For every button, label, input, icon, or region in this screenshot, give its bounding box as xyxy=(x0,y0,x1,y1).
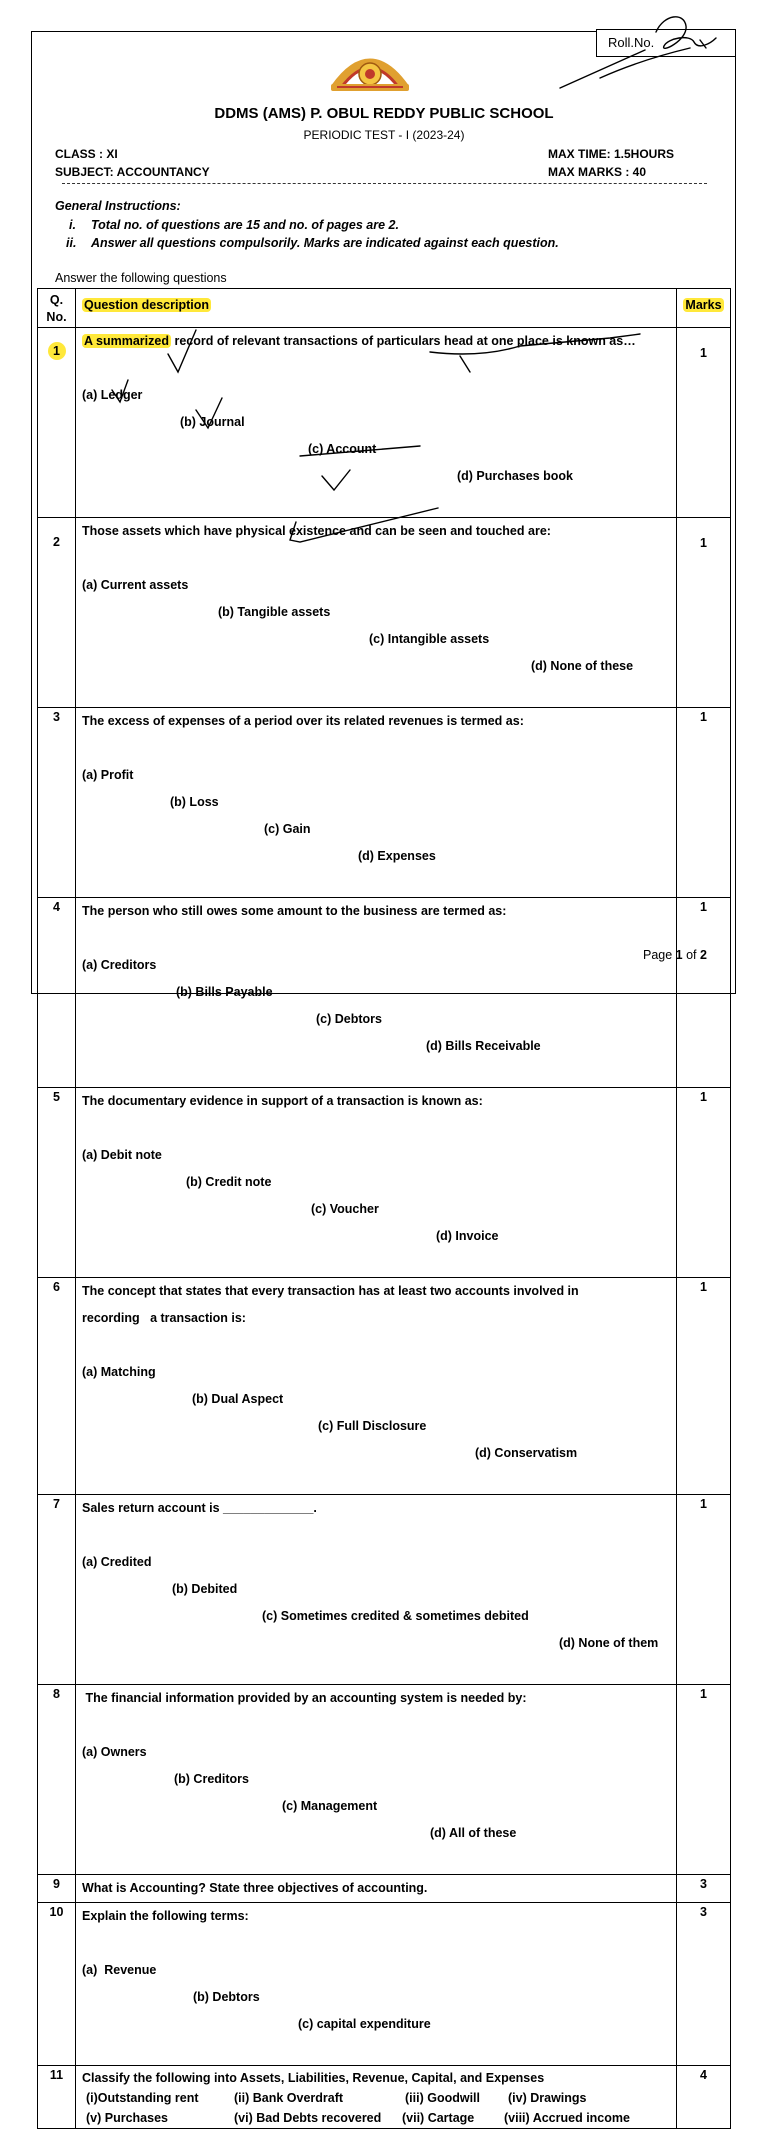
header-description-label: Question description xyxy=(84,298,210,312)
option-a: (a) Matching xyxy=(82,1365,156,1379)
option-a: (a) Owners xyxy=(82,1745,147,1759)
question-number: 6 xyxy=(38,1278,76,1495)
max-time: MAX TIME: 1.5HOURS xyxy=(548,147,675,161)
class-label: CLASS : XI xyxy=(55,147,118,161)
option-b: (b) Creditors xyxy=(174,1772,249,1786)
table-row xyxy=(38,1685,731,1875)
question-text: Explain the following terms: xyxy=(82,1909,249,1923)
header-qno: Q. No. xyxy=(38,289,76,328)
page-of: of xyxy=(682,948,700,962)
question-number: 9 xyxy=(38,1875,76,1903)
instruction-number: ii. xyxy=(66,236,77,250)
option-3: (iii) Goodwill xyxy=(405,2091,480,2105)
question-description xyxy=(76,1495,677,1685)
table-row xyxy=(38,518,731,708)
option-b: (b) Loss xyxy=(170,795,219,809)
question-marks: 1 xyxy=(677,1685,731,1875)
question-text: record of relevant transactions of particulars head at one place is known as… xyxy=(170,334,636,348)
option-b: (b) Debited xyxy=(172,1582,238,1596)
option-a: (a) Debit note xyxy=(82,1148,162,1162)
question-text: What is Accounting? State three objectives of accounting. xyxy=(82,1881,428,1895)
table-row xyxy=(38,1875,731,1903)
page-label: Page xyxy=(643,948,676,962)
test-name: PERIODIC TEST - I (2023-24) xyxy=(303,128,465,142)
option-a: (a) Revenue xyxy=(82,1963,157,1977)
instruction-text: Total no. of questions are 15 and no. of pages are 2. xyxy=(91,218,399,232)
question-marks: 3 xyxy=(677,1875,731,1903)
option-c: (c) Debtors xyxy=(316,1012,382,1026)
option-b: (b) Dual Aspect xyxy=(192,1392,284,1406)
question-number: 4 xyxy=(38,898,76,1088)
option-c: (c) Management xyxy=(282,1799,378,1813)
option-7: (vii) Cartage xyxy=(402,2111,475,2125)
option-c: (c) Intangible assets xyxy=(369,632,490,646)
option-b: (b) Journal xyxy=(180,415,245,429)
max-marks: MAX MARKS : 40 xyxy=(548,165,647,179)
option-2: (ii) Bank Overdraft xyxy=(234,2091,344,2105)
question-number: 8 xyxy=(38,1685,76,1875)
header-marks xyxy=(677,289,731,328)
question-description xyxy=(76,1903,677,2066)
page-number xyxy=(643,948,707,962)
question-description xyxy=(76,708,677,898)
subject-label: SUBJECT: ACCOUNTANCY xyxy=(55,165,210,179)
instruction-text: Answer all questions compulsorily. Marks are indicated against each question. xyxy=(91,236,559,250)
question-text: The documentary evidence in support of a transaction is known as: xyxy=(82,1094,483,1108)
question-text: Sales return account is _____________. xyxy=(82,1501,317,1515)
question-number: 2 xyxy=(38,518,76,708)
question-description xyxy=(76,1278,677,1495)
question-number: 11 xyxy=(38,2066,76,2129)
option-c: (c) Account xyxy=(308,442,377,456)
question-text: The person who still owes some amount to the business are termed as: xyxy=(82,904,507,918)
option-d: (d) Conservatism xyxy=(475,1446,578,1460)
question-description xyxy=(76,2066,677,2129)
option-b: (b) Credit note xyxy=(186,1175,272,1189)
option-d: (d) All of these xyxy=(430,1826,517,1840)
question-marks: 1 xyxy=(677,328,731,518)
table-row xyxy=(38,1088,731,1278)
question-description xyxy=(76,898,677,1088)
question-description xyxy=(76,328,677,518)
question-number xyxy=(38,328,76,518)
option-d: (d) Expenses xyxy=(358,849,436,863)
question-number-value: 1 xyxy=(48,342,66,360)
question-text: Classify the following into Assets, Liabilities, Revenue, Capital, and Expenses xyxy=(82,2071,545,2085)
option-c: (c) Voucher xyxy=(311,1202,379,1216)
option-4: (iv) Drawings xyxy=(508,2091,587,2105)
question-table xyxy=(37,288,731,2129)
question-marks: 3 xyxy=(677,1903,731,2066)
question-description xyxy=(76,518,677,708)
option-d: (d) None of these xyxy=(531,659,634,673)
option-d: (d) Bills Receivable xyxy=(426,1039,541,1053)
question-text: The financial information provided by an accounting system is needed by: xyxy=(82,1691,527,1705)
option-a: (a) Credited xyxy=(82,1555,152,1569)
question-marks: 1 xyxy=(677,1278,731,1495)
question-number: 3 xyxy=(38,708,76,898)
table-row xyxy=(38,2066,731,2129)
option-d: (d) None of them xyxy=(559,1636,659,1650)
question-number: 10 xyxy=(38,1903,76,2066)
option-c: (c) capital expenditure xyxy=(298,2017,431,2031)
question-text: The concept that states that every transaction has at least two accounts involved in xyxy=(82,1284,579,1298)
dashed-divider xyxy=(62,183,707,184)
question-description xyxy=(76,1685,677,1875)
roll-number-label: Roll.No. xyxy=(608,35,655,50)
question-description xyxy=(76,1875,677,1903)
table-row xyxy=(38,708,731,898)
question-description xyxy=(76,1088,677,1278)
page-current: 1 xyxy=(675,948,683,962)
option-b: (b) Tangible assets xyxy=(218,605,331,619)
question-text-continued: recording a transaction is: xyxy=(82,1311,246,1325)
table-row xyxy=(38,328,731,518)
option-8: (viii) Accrued income xyxy=(504,2111,630,2125)
answer-heading: Answer the following questions xyxy=(55,271,227,285)
table-header-row xyxy=(38,289,731,328)
option-6: (vi) Bad Debts recovered xyxy=(234,2111,382,2125)
instructions-title: General Instructions: xyxy=(55,199,181,213)
question-marks: 1 xyxy=(677,518,731,708)
option-c: (c) Sometimes credited & sometimes debited xyxy=(262,1609,529,1623)
table-row xyxy=(38,1495,731,1685)
question-text: The excess of expenses of a period over its related revenues is termed as: xyxy=(82,714,524,728)
instruction-number: i. xyxy=(69,218,76,232)
option-c: (c) Gain xyxy=(264,822,311,836)
option-5: (v) Purchases xyxy=(86,2111,168,2125)
question-marks: 4 xyxy=(677,2066,731,2129)
option-a: (a) Profit xyxy=(82,768,134,782)
table-row xyxy=(38,898,731,1088)
roll-number-box xyxy=(596,29,736,57)
option-1: (i)Outstanding rent xyxy=(86,2091,199,2105)
option-b: (b) Bills Payable xyxy=(176,985,273,999)
option-d: (d) Invoice xyxy=(436,1229,499,1243)
option-a: (a) Creditors xyxy=(82,958,157,972)
option-a: (a) Current assets xyxy=(82,578,189,592)
option-d: (d) Purchases book xyxy=(457,469,573,483)
table-row xyxy=(38,1278,731,1495)
question-number: 5 xyxy=(38,1088,76,1278)
school-name: DDMS (AMS) P. OBUL REDDY PUBLIC SCHOOL xyxy=(214,105,554,122)
question-marks: 1 xyxy=(677,1495,731,1685)
question-text: Those assets which have physical existence and can be seen and touched are: xyxy=(82,524,551,538)
option-b: (b) Debtors xyxy=(193,1990,260,2004)
option-c: (c) Full Disclosure xyxy=(318,1419,427,1433)
highlighted-phrase: A summarized xyxy=(84,334,169,348)
question-marks: 1 xyxy=(677,1088,731,1278)
school-logo xyxy=(327,44,413,94)
question-marks: 1 xyxy=(677,708,731,898)
question-marks: 1 xyxy=(677,898,731,1088)
option-a: (a) Ledger xyxy=(82,388,143,402)
table-row xyxy=(38,1903,731,2066)
page-total: 2 xyxy=(700,948,707,962)
question-number: 7 xyxy=(38,1495,76,1685)
header-marks-label: Marks xyxy=(685,298,722,312)
header-description xyxy=(76,289,677,328)
